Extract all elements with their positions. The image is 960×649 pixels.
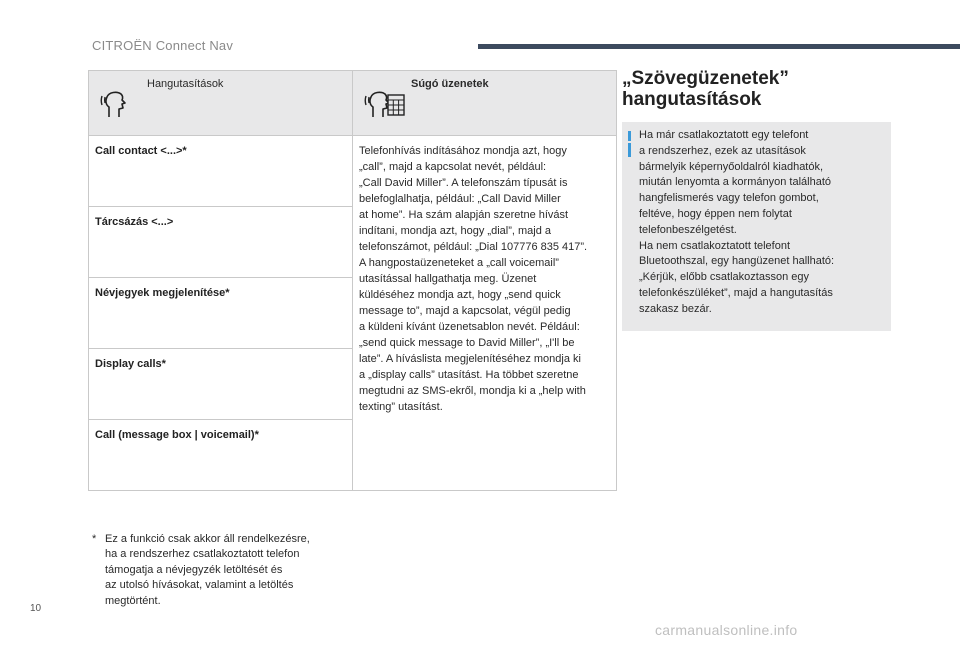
info-line: a rendszerhez, ezek az utasítások [639, 144, 806, 157]
help-text-line: message to”, majd a kapcsolat, végül pedig [359, 305, 571, 317]
info-line: Ha nem csatlakoztatott telefont [639, 239, 791, 252]
info-line: telefonkészüléket”, majd a hangutasítás [639, 286, 833, 299]
info-line: „Kérjük, előbb csatlakoztasson egy [639, 271, 809, 284]
help-text-line: A hangpostaüzeneteket a „call voicemail” [359, 257, 559, 269]
voice-commands-table [88, 70, 617, 491]
section-title-line: hangutasítások [622, 89, 762, 110]
info-line: hangfelismerés vagy telefon gombot, [639, 192, 819, 205]
table-header-label-commands: Hangutasítások [147, 78, 224, 90]
help-text-line: „send quick message to David Miller”, „I'll be [359, 337, 575, 349]
info-line: szakasz bezár. [639, 302, 712, 315]
help-text-line: telefonszámot, például: „Dial 107776 835 417”. [359, 241, 588, 253]
help-text-line: „Call David Miller”. A telefonszám típusát is [359, 177, 568, 189]
table-header-help [353, 71, 617, 136]
help-text-line: „call”, majd a kapcsolat nevét, például: [359, 161, 547, 173]
footnote-line: megtörtént. [105, 594, 161, 607]
footnote-line: támogatja a névjegyzék letöltését és [105, 563, 283, 576]
command-cell: Call (message box | voicemail)* [89, 420, 353, 491]
command-cell: Call contact <...>* [89, 136, 353, 207]
info-line: Bluetoothszal, egy hangüzenet hallható: [639, 255, 835, 268]
table-row [89, 136, 617, 207]
help-text-line: a küldeni kívánt üzenetsablon nevét. Például: [359, 321, 580, 333]
watermark: carmanualsonline.info [655, 622, 798, 638]
info-line: Ha már csatlakoztatott egy telefont [639, 129, 809, 141]
help-text-line: Telefonhívás indításához mondja azt, hogy [359, 145, 567, 157]
voice-help-icon [363, 81, 407, 121]
help-text-line: küldéséhez mondja azt, hogy „send quick [359, 289, 561, 301]
help-text-line: belefoglalhatja, például: „Call David Miller [359, 193, 561, 205]
footnote-line: ha a rendszerhez csatlakoztatott telefon [105, 548, 300, 561]
help-text-line: megtudni az SMS-ekről, mondja ki a „help with [359, 385, 586, 397]
page-number: 10 [30, 603, 42, 614]
table-header-row [89, 71, 617, 136]
voice-command-icon [99, 81, 139, 121]
table-header-commands [89, 71, 353, 136]
command-cell: Névjegyek megjelenítése* [89, 278, 353, 349]
help-text-line: indítani, mondja azt, hogy „dial”, majd a [359, 225, 551, 237]
table-header-label-help: Súgó üzenetek [411, 78, 489, 90]
help-text-line: late”. A híváslista megjelenítéséhez mondja ki [359, 353, 581, 365]
help-text-line: utasítással hallgathatja meg. Üzenet [359, 273, 537, 285]
help-text-line: texting” utasítást. [359, 401, 443, 413]
info-line: bármelyik képernyőoldalról kiadhatók, [639, 160, 824, 173]
footnote-marker: * [92, 533, 97, 545]
footnote-line: az utolsó hívásokat, valamint a letöltés [105, 579, 294, 592]
info-line: miután lenyomta a kormányon található [639, 176, 831, 189]
help-text-cell [353, 136, 617, 491]
command-cell: Display calls* [89, 349, 353, 420]
footnote-line: Ez a funkció csak akkor áll rendelkezésre, [105, 533, 310, 545]
command-cell: Tárcsázás <...> [89, 207, 353, 278]
info-line: feltéve, hogy éppen nem folytat [639, 207, 792, 220]
section-title-line: „Szövegüzenetek” [622, 68, 789, 89]
info-line: telefonbeszélgetést. [639, 223, 737, 236]
help-text-line: a „display calls” utasítást. Ha többet szeretne [359, 369, 579, 381]
info-box [622, 122, 891, 331]
section-title [622, 68, 789, 110]
help-text-line: at home”. Ha szám alapján szeretne hívást [359, 209, 569, 221]
brand-header: CITROËN Connect Nav [92, 38, 234, 53]
header-bar [478, 44, 960, 49]
